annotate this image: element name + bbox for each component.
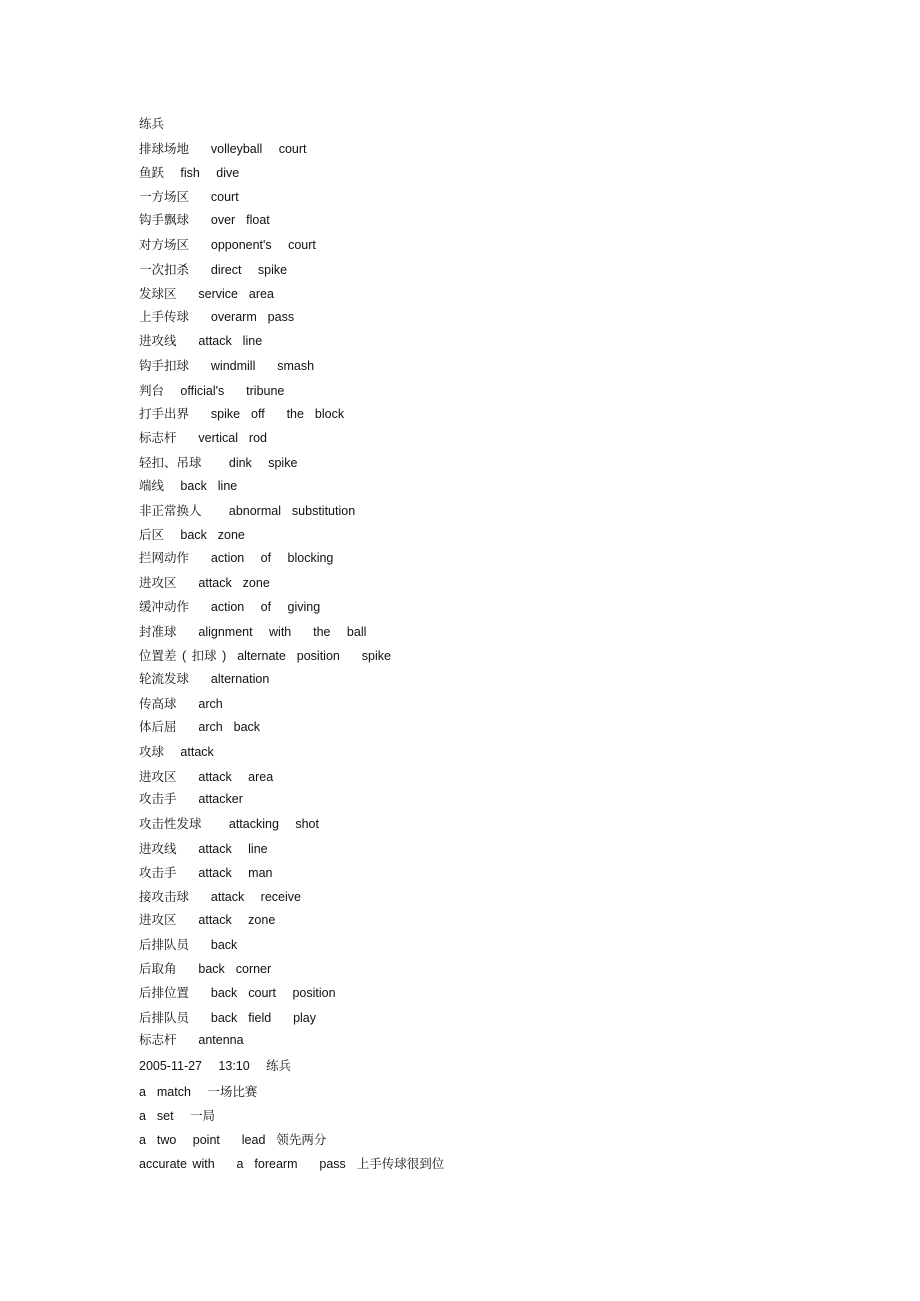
- glossary-entry: 判台 official's tribune: [139, 384, 285, 398]
- glossary-entry: 排球场地 volleyball court: [139, 142, 307, 156]
- glossary-entry: 传高球 arch: [139, 697, 223, 711]
- glossary-entry: 打手出界 spike off the block: [139, 407, 345, 421]
- glossary-entry: 后排位置 back court position: [139, 986, 336, 1000]
- glossary-entry: 进攻区 attack area: [139, 770, 274, 784]
- glossary-entry: 轮流发球 alternation: [139, 672, 270, 686]
- glossary-entry: 后排队员 back field play: [139, 1011, 316, 1025]
- glossary-entry: 2005-11-27 13:10 练兵: [139, 1059, 292, 1073]
- glossary-entry: 标志杆 vertical rod: [139, 431, 267, 445]
- glossary-entry: 缓冲动作 action of giving: [139, 600, 321, 614]
- glossary-entry: 后取角 back corner: [139, 962, 272, 976]
- glossary-entry: 进攻线 attack line: [139, 334, 263, 348]
- glossary-entry: accurate with a forearm pass 上手传球很到位: [139, 1157, 445, 1171]
- glossary-entry: a match 一场比赛: [139, 1085, 258, 1099]
- glossary-entry: 后区 back zone: [139, 528, 245, 542]
- glossary-entry: 拦网动作 action of blocking: [139, 551, 334, 565]
- glossary-entry: 封准球 alignment with the ball: [139, 625, 367, 639]
- glossary-entry: 攻击性发球 attacking shot: [139, 817, 319, 831]
- glossary-entry: a two point lead 领先两分: [139, 1133, 327, 1147]
- glossary-entry: 接攻击球 attack receive: [139, 890, 301, 904]
- glossary-entry: 钩手扣球 windmill smash: [139, 359, 315, 373]
- glossary-entry: 发球区 service area: [139, 287, 274, 301]
- glossary-entry: 钩手飘球 over float: [139, 213, 270, 227]
- glossary-entry: 端线 back line: [139, 479, 238, 493]
- glossary-entry: 鱼跃 fish dive: [139, 166, 240, 180]
- glossary-entry: 进攻区 attack zone: [139, 913, 276, 927]
- document-title: 练兵: [139, 117, 165, 131]
- glossary-entry: 进攻区 attack zone: [139, 576, 270, 590]
- glossary-entry: a set 一局: [139, 1109, 215, 1123]
- glossary-entry: 上手传球 overarm pass: [139, 310, 295, 324]
- glossary-entry: 非正常换人 abnormal substitution: [139, 504, 356, 518]
- glossary-entry: 位置差 ( 扣球 ) alternate position spike: [139, 649, 391, 663]
- glossary-entry: 一次扣杀 direct spike: [139, 263, 288, 277]
- glossary-entry: 攻击手 attacker: [139, 792, 243, 806]
- glossary-entry: 攻击手 attack man: [139, 866, 273, 880]
- glossary-entry: 后排队员 back: [139, 938, 238, 952]
- glossary-entry: 标志杆 antenna: [139, 1033, 244, 1047]
- glossary-entry: 轻扣、吊球 dink spike: [139, 456, 298, 470]
- glossary-entry: 体后屈 arch back: [139, 720, 261, 734]
- glossary-entry: 对方场区 opponent's court: [139, 238, 316, 252]
- glossary-entry: 一方场区 court: [139, 190, 239, 204]
- glossary-entry: 进攻线 attack line: [139, 842, 268, 856]
- glossary-entry: 攻球 attack: [139, 745, 214, 759]
